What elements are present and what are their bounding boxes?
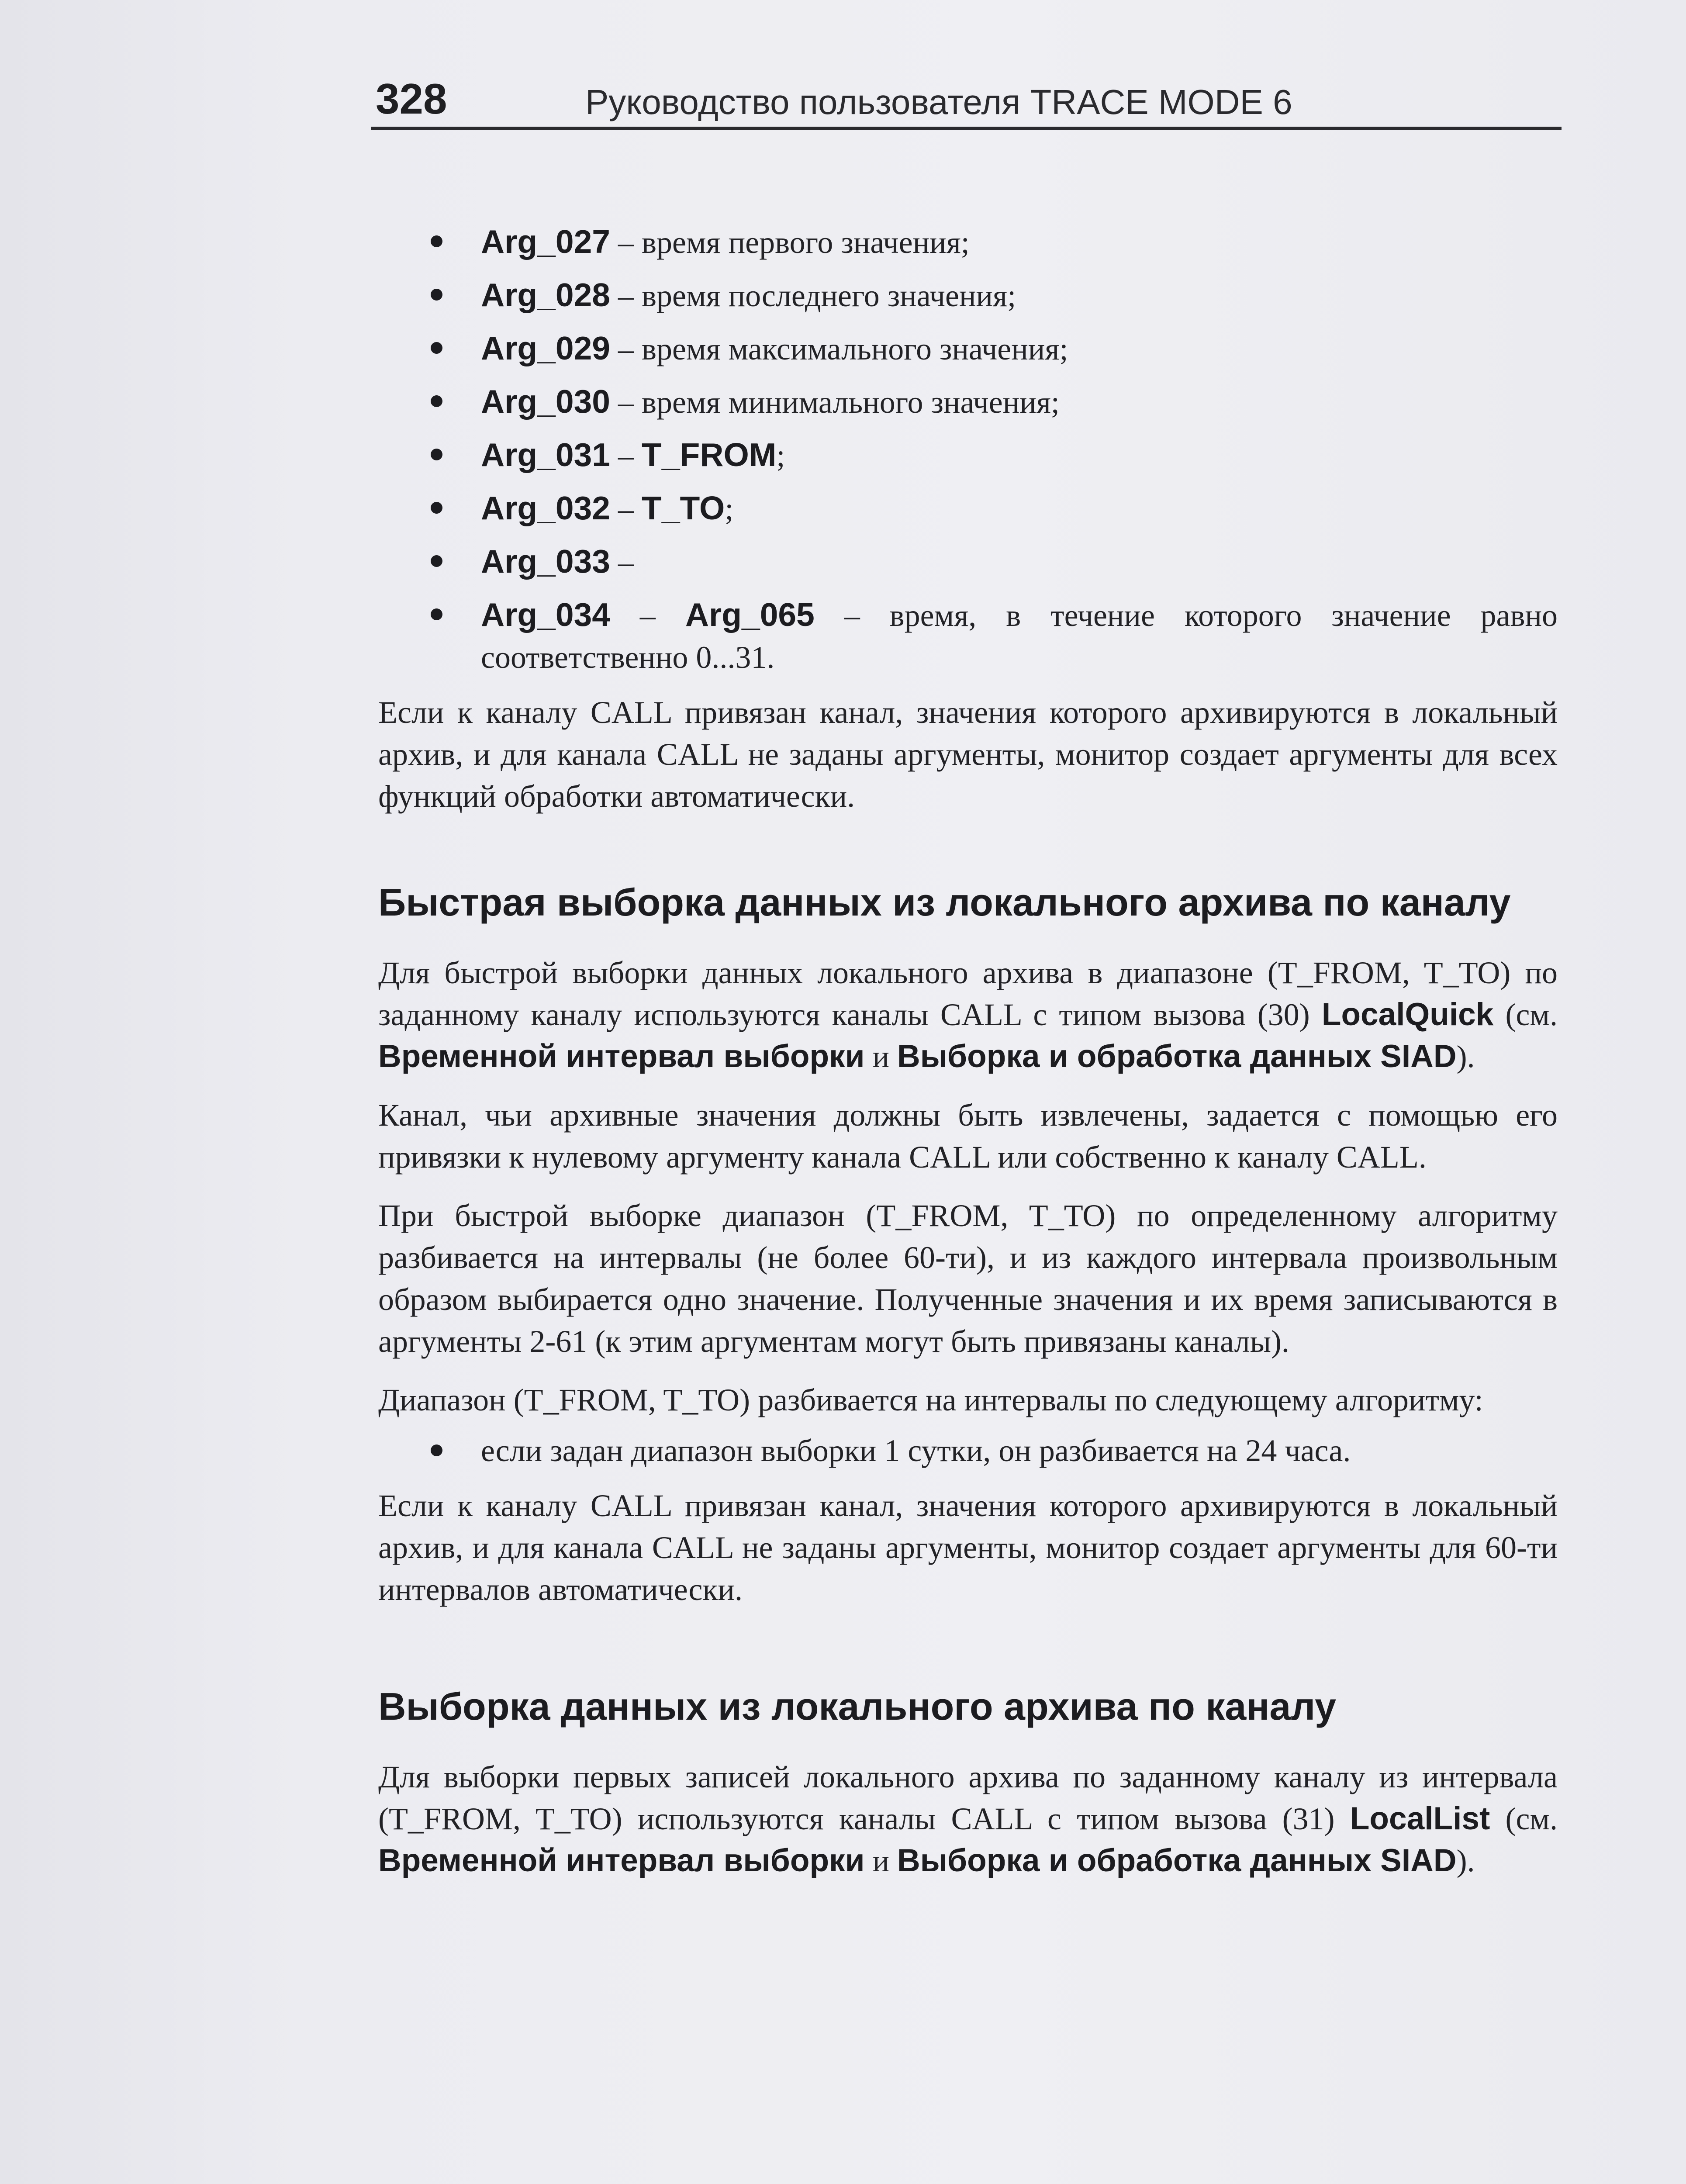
paragraph: Канал, чьи архивные значения должны быть извлечены, задается с помощью его привязки к нулевому аргументу канала CALL или собственно к каналу CALL. [378,1098,1558,1175]
list-item: Arg_033 – [378,540,1558,583]
list-item: Arg_034 – Arg_065 – время, в течение которого значение равно соответственно 0...31. [378,594,1558,678]
list-item: Arg_029 – время максимального значения; [378,327,1558,370]
list-item: Arg_032 – T_TO; [378,487,1558,530]
bullet-icon [431,608,442,620]
section-heading-quick: Быстрая выборка данных из локального архива по каналу [378,881,1511,924]
paragraph: Для быстрой выборки данных локального архива в диапазоне (T_FROM, T_TO) по заданному каналу используются каналы CALL с типом вызова (30) LocalQuick (см. Временной интервал выборки и Выборка и обработка данных SIAD). [378,955,1558,1074]
list-item: Arg_028 – время последнего значения; [378,274,1558,317]
page-content [378,221,1558,1898]
paragraph: Для выборки первых записей локального архива по заданному каналу из интервала (T_FROM, T_TO) используются каналы CALL с типом вызова (31) LocalList (см. Временной интервал выборки и Выборка и обработка данных SIAD). [378,1759,1558,1878]
bullet-icon [431,395,442,407]
localquick-ref: LocalQuick [1321,997,1494,1032]
interval-list [378,1430,1558,1472]
list-item: Arg_030 – время минимального значения; [378,380,1558,423]
list-item: Arg_027 – время первого значения; [378,221,1558,263]
bullet-icon [431,555,442,567]
locallist-ref: LocalList [1350,1801,1490,1836]
cross-ref-siad: Выборка и обработка данных SIAD [897,1039,1457,1074]
bullet-icon [431,449,442,460]
page-header [371,66,1562,130]
paragraph: Если к каналу CALL привязан канал, значения которого архивируются в локальный архив, и для канала CALL не заданы аргументы, монитор создает аргументы для всех функций обработки автоматически. [378,695,1558,814]
bullet-icon [431,502,442,514]
bullet-icon [431,235,442,247]
cross-ref-interval: Временной интервал выборки [378,1843,865,1878]
cross-ref-interval: Временной интервал выборки [378,1039,865,1074]
list-item: Arg_031 – T_FROM; [378,434,1558,477]
running-title: Руководство пользователя TRACE MODE 6 [585,83,1292,121]
argument-list [378,221,1558,678]
bullet-icon [431,289,442,301]
paragraph: Если к каналу CALL привязан канал, значения которого архивируются в локальный архив, и для канала CALL не заданы аргументы, монитор создает аргументы для 60-ти интервалов автоматически. [378,1488,1558,1607]
paragraph: Диапазон (T_FROM, T_TO) разбивается на интервалы по следующему алгоритму: [378,1382,1483,1417]
page-number: 328 [376,75,447,123]
section-heading-list: Выборка данных из локального архива по каналу [378,1685,1337,1728]
paragraph: При быстрой выборке диапазон (T_FROM, T_TO) по определенному алгоритму разбивается на интервалы (не более 60-ти), и из каждого интервала произвольным образом выбирается одно значение. Полученные значения и их время записываются в аргументы 2-61 (к этим аргументам могут быть привязаны каналы). [378,1198,1558,1359]
cross-ref-siad: Выборка и обработка данных SIAD [897,1843,1457,1878]
bullet-icon [431,1444,442,1456]
bullet-icon [431,342,442,354]
list-item: если задан диапазон выборки 1 сутки, он разбивается на 24 часа. [378,1430,1558,1472]
